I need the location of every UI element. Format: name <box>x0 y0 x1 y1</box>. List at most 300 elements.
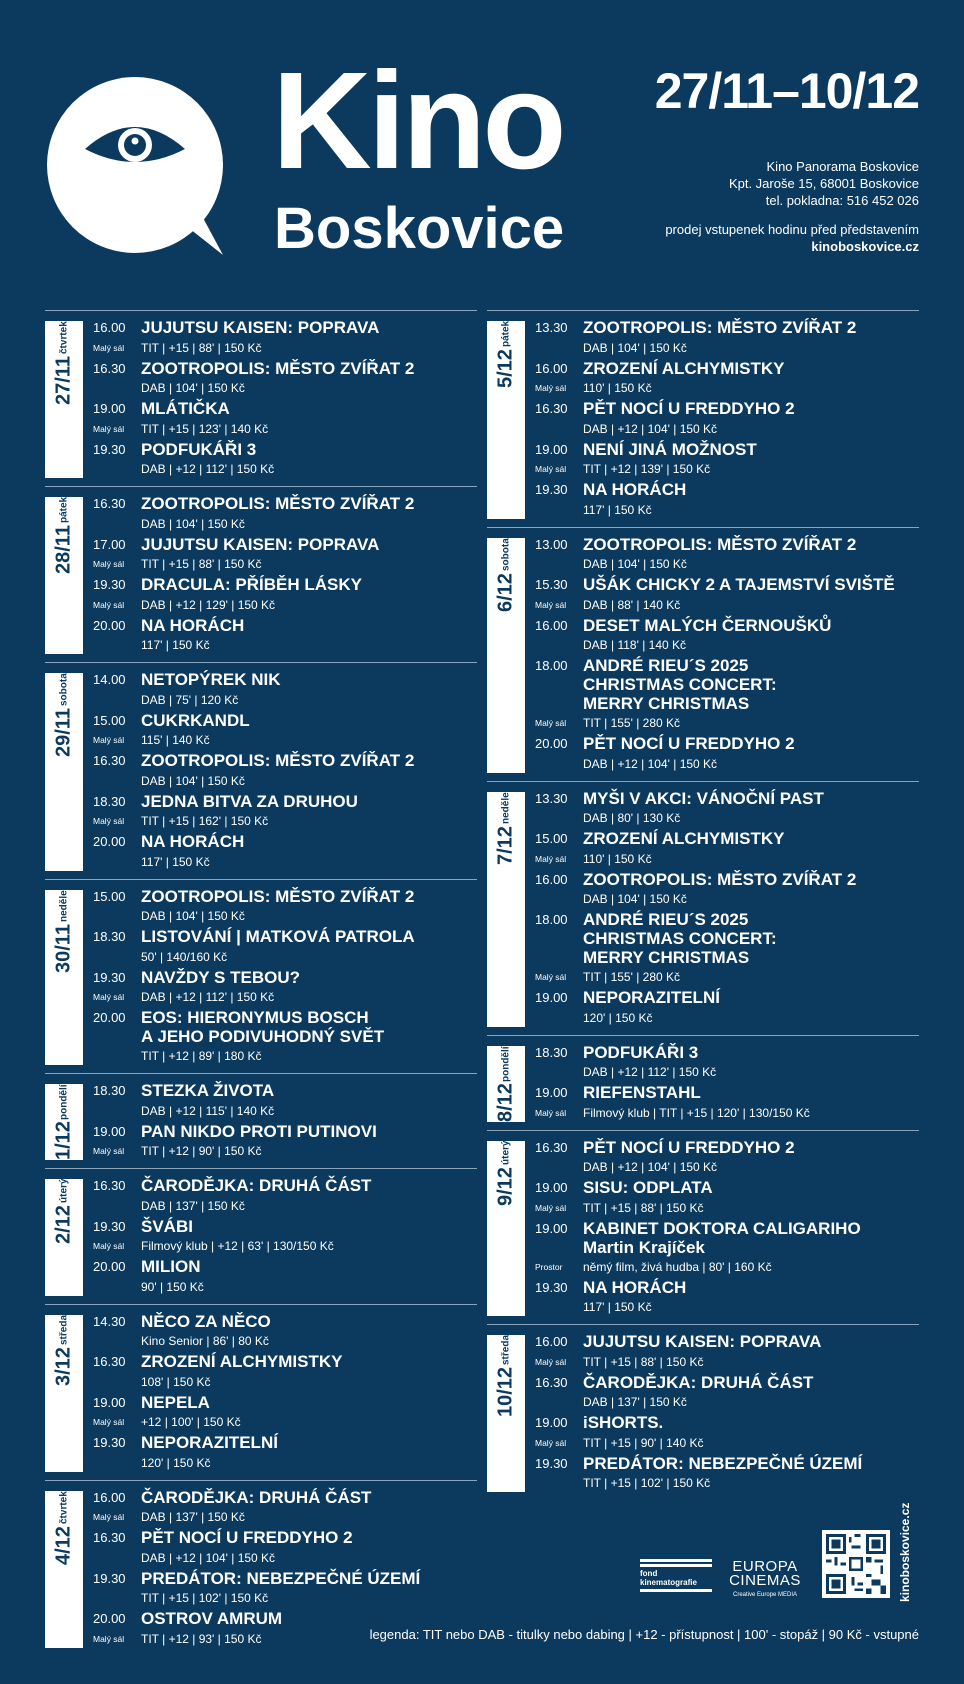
screening-time: 16.30 <box>535 401 568 416</box>
screening-row[interactable] <box>93 1122 477 1163</box>
screening-row[interactable] <box>535 988 919 1029</box>
film-title[interactable]: NENÍ JINÁ MOŽNOST <box>583 439 757 459</box>
screening-time: 16.00 <box>93 1489 126 1505</box>
film-title[interactable]: CUKRKANDL <box>141 710 250 730</box>
film-title[interactable]: PREDÁTOR: NEBEZPEČNÉ ÚZEMÍ <box>141 1568 421 1588</box>
screening-time: 16.30 <box>93 1530 126 1545</box>
film-details: TIT | +12 | 93' | 150 Kč <box>141 1631 262 1646</box>
screening-row[interactable] <box>535 575 919 616</box>
screening-time: 19.00 <box>93 1123 126 1139</box>
film-title[interactable]: ZOOTROPOLIS: MĚSTO ZVÍŘAT 2 <box>141 751 415 770</box>
screening-row[interactable] <box>93 1569 477 1610</box>
day-date: 27/11 <box>52 355 75 405</box>
screening-time: 17.00 <box>93 536 126 552</box>
film-details: TIT | 155' | 280 Kč <box>583 716 681 730</box>
screening-row[interactable] <box>93 1352 477 1393</box>
day-label <box>47 321 81 441</box>
film-title[interactable]: UŠÁK CHICKY 2 A TAJEMSTVÍ SVIŠTĚ <box>583 575 895 594</box>
film-details: TIT | +15 | 123' | 140 Kč <box>141 421 269 436</box>
vertical-website: kinoboskovice.cz <box>898 1502 912 1602</box>
day-weekday: neděle <box>58 889 70 922</box>
screening-hall: Malý sál <box>535 1202 567 1213</box>
film-title[interactable]: ZOOTROPOLIS: MĚSTO ZVÍŘAT 2 <box>141 358 415 378</box>
screening-time: 18.30 <box>93 929 126 944</box>
venue-info <box>665 158 919 255</box>
screening-time: 19.00 <box>535 1085 568 1100</box>
film-title[interactable]: NETOPÝREK NIK <box>141 670 281 689</box>
screening-time: 18.00 <box>535 658 568 673</box>
screening-row[interactable] <box>535 359 919 400</box>
day-weekday: středa <box>58 1314 70 1345</box>
day-date: 5/12 <box>494 349 517 389</box>
film-details: DAB | +12 | 104' | 150 Kč <box>583 1160 718 1174</box>
film-title[interactable]: ANDRÉ RIEU´S 2025 CHRISTMAS CONCERT: MERRY CHRISTMAS <box>583 910 777 967</box>
day-label <box>47 1179 81 1299</box>
film-details: 117' | 150 Kč <box>141 854 210 869</box>
film-details: 117' | 150 Kč <box>583 1300 652 1314</box>
film-title[interactable]: NEPORAZITELNÍ <box>583 988 720 1007</box>
day-block <box>487 527 919 781</box>
film-details: DAB | 137' | 150 Kč <box>583 1395 687 1409</box>
day-block <box>487 310 919 527</box>
film-details: TIT | +15 | 88' | 150 Kč <box>141 340 262 355</box>
film-title[interactable]: SISU: ODPLATA <box>583 1178 713 1197</box>
film-title[interactable]: ČARODĚJKA: DRUHÁ ČÁST <box>583 1372 814 1392</box>
screening-row[interactable] <box>535 399 919 440</box>
screening-time: 20.00 <box>93 617 126 633</box>
screening-time: 18.00 <box>535 912 568 927</box>
film-details: DAB | +12 | 112' | 150 Kč <box>141 990 275 1004</box>
film-details: DAB | 104' | 150 Kč <box>141 909 245 923</box>
screening-time: 15.30 <box>535 577 568 592</box>
film-details: 108' | 150 Kč <box>141 1374 211 1389</box>
screening-row[interactable] <box>93 1393 477 1434</box>
film-title[interactable]: PĚT NOCÍ U FREDDYHO 2 <box>141 1528 353 1547</box>
screening-row[interactable] <box>93 575 477 616</box>
day-date: 8/12 <box>494 1083 517 1122</box>
film-details: 115' | 140 Kč <box>141 733 210 747</box>
screening-time: 19.30 <box>535 1455 568 1471</box>
day-block <box>45 1304 477 1480</box>
schedule-column-right <box>487 310 919 1500</box>
day-weekday: pátek <box>58 497 70 524</box>
screening-row[interactable] <box>93 1008 477 1067</box>
film-title[interactable]: MILION <box>141 1257 201 1276</box>
film-title[interactable]: DESET MALÝCH ČERNOUŠKŮ <box>583 615 832 635</box>
day-weekday: sobota <box>58 673 70 706</box>
screening-hall: Malý sál <box>535 718 567 728</box>
screening-row[interactable] <box>93 670 477 711</box>
screening-row[interactable] <box>93 535 477 576</box>
film-title[interactable]: STEZKA ŽIVOTA <box>141 1081 275 1100</box>
day-label-bar <box>45 1491 83 1648</box>
screening-row[interactable] <box>535 789 919 830</box>
film-details: DAB | 104' | 150 Kč <box>141 381 245 395</box>
screening-row[interactable] <box>535 1178 919 1219</box>
film-title[interactable]: PODFUKÁŘI 3 <box>141 439 257 459</box>
film-details: 117' | 150 Kč <box>141 638 210 652</box>
film-title[interactable]: PĚT NOCÍ U FREDDYHO 2 <box>583 1137 795 1157</box>
film-title[interactable]: MYŠI V AKCI: VÁNOČNÍ PAST <box>583 788 824 808</box>
screening-hall: Malý sál <box>535 972 567 982</box>
film-details: TIT | +12 | 89' | 180 Kč <box>141 1049 262 1063</box>
film-title[interactable]: PĚT NOCÍ U FREDDYHO 2 <box>583 399 795 418</box>
film-details: 110' | 150 Kč <box>583 851 652 866</box>
screening-hall: Malý sál <box>93 1146 125 1156</box>
screening-time: 16.00 <box>535 617 568 633</box>
film-title[interactable]: ZOOTROPOLIS: MĚSTO ZVÍŘAT 2 <box>583 869 857 889</box>
day-block <box>45 1168 477 1304</box>
film-title[interactable]: NĚCO ZA NĚCO <box>141 1311 271 1331</box>
film-title[interactable]: ZROZENÍ ALCHYMISTKY <box>583 358 785 378</box>
film-details: DAB | 104' | 150 Kč <box>583 557 687 571</box>
film-title[interactable]: NEPORAZITELNÍ <box>141 1433 278 1452</box>
film-title[interactable]: LISTOVÁNÍ | MATKOVÁ PATROLA <box>141 927 415 946</box>
day-date: 4/12 <box>52 1525 75 1565</box>
europa-cinemas-logo <box>722 1560 808 1602</box>
screening-time: 16.30 <box>93 360 126 376</box>
film-details: němý film, živá hudba | 80' | 160 Kč <box>583 1259 772 1274</box>
screening-time: 15.00 <box>535 831 568 846</box>
screening-row[interactable] <box>535 1332 919 1373</box>
day-date: 3/12 <box>52 1346 75 1386</box>
day-date: 6/12 <box>494 572 517 612</box>
day-label-bar <box>487 1335 525 1492</box>
film-details: TIT | +15 | 102' | 150 Kč <box>141 1591 269 1605</box>
screening-time: 19.30 <box>93 1570 126 1586</box>
day-date: 1/12 <box>52 1121 75 1161</box>
film-title[interactable]: iSHORTS. <box>583 1413 664 1432</box>
film-title[interactable]: DRACULA: PŘÍBĚH LÁSKY <box>141 575 362 594</box>
day-label-bar <box>487 792 525 1027</box>
film-details: DAB | +12 | 112' | 150 Kč <box>141 462 275 476</box>
screening-row[interactable] <box>535 1278 919 1319</box>
film-details: 110' | 150 Kč <box>583 381 652 395</box>
day-label <box>47 497 81 617</box>
screening-hall: Malý sál <box>535 464 567 474</box>
film-details: TIT | +12 | 139' | 150 Kč <box>583 462 711 476</box>
day-block <box>487 1324 919 1500</box>
film-details: TIT | +15 | 90' | 140 Kč <box>583 1435 704 1450</box>
screening-row[interactable] <box>535 1043 919 1084</box>
screening-row[interactable] <box>535 535 919 576</box>
film-details: TIT | +12 | 90' | 150 Kč <box>141 1144 262 1158</box>
film-title[interactable]: PODFUKÁŘI 3 <box>583 1042 699 1062</box>
day-weekday: pátek <box>500 321 512 348</box>
ticket-sale-note: prodej vstupenek hodinu před představením <box>665 222 919 237</box>
screening-hall: Malý sál <box>535 853 567 864</box>
screening-time: 16.00 <box>535 1334 568 1349</box>
day-label-bar <box>45 497 83 654</box>
screening-time: 16.30 <box>93 1178 126 1193</box>
day-label-bar <box>45 890 83 1066</box>
screening-time: 13.30 <box>535 790 568 806</box>
film-title[interactable]: ČARODĚJKA: DRUHÁ ČÁST <box>141 1487 372 1507</box>
film-title[interactable]: NA HORÁCH <box>583 480 687 499</box>
screening-row[interactable] <box>93 887 477 928</box>
screening-row[interactable] <box>93 494 477 535</box>
day-label-bar <box>487 321 525 519</box>
screening-time: 16.30 <box>535 1139 568 1155</box>
screening-time: 19.30 <box>93 1435 126 1450</box>
screening-time: 16.30 <box>93 1354 126 1369</box>
screening-time: 16.30 <box>93 496 126 511</box>
screening-time: 19.00 <box>535 1180 568 1195</box>
film-details: DAB | 104' | 150 Kč <box>583 340 687 355</box>
screening-row[interactable] <box>535 616 919 657</box>
screening-time: 19.30 <box>93 577 126 592</box>
film-details: TIT | +15 | 162' | 150 Kč <box>141 814 269 828</box>
film-title[interactable]: ZOOTROPOLIS: MĚSTO ZVÍŘAT 2 <box>583 318 857 337</box>
screening-time: 18.30 <box>93 793 126 809</box>
day-label-bar <box>487 1141 525 1317</box>
screening-hall: Malý sál <box>93 1241 125 1251</box>
screening-row[interactable] <box>93 1488 477 1529</box>
screening-time: 19.00 <box>535 441 568 457</box>
day-label-bar <box>45 673 83 871</box>
film-details: DAB | 104' | 150 Kč <box>583 892 687 906</box>
day-date: 28/11 <box>52 525 75 575</box>
screening-row[interactable] <box>93 832 477 873</box>
film-title[interactable]: PREDÁTOR: NEBEZPEČNÉ ÚZEMÍ <box>583 1453 863 1473</box>
day-label-bar <box>45 1315 83 1472</box>
screening-row[interactable] <box>93 1312 477 1353</box>
day-block <box>45 662 477 879</box>
fond-logo-text: fond kinematografie <box>640 1569 697 1587</box>
screening-time: 19.30 <box>535 1279 568 1295</box>
film-title[interactable]: JUJUTSU KAISEN: POPRAVA <box>141 534 380 554</box>
film-details: DAB | 88' | 140 Kč <box>583 597 681 612</box>
day-block <box>487 781 919 1035</box>
venue-name: Kino Panorama Boskovice <box>766 159 919 174</box>
film-title[interactable]: JUJUTSU KAISEN: POPRAVA <box>141 318 380 337</box>
day-label-bar <box>45 321 83 478</box>
screening-row[interactable] <box>535 910 919 988</box>
day-label <box>489 1141 523 1261</box>
screening-row[interactable] <box>93 927 477 968</box>
screening-row[interactable] <box>535 1083 919 1124</box>
screening-row[interactable] <box>93 1176 477 1217</box>
film-details: DAB | 104' | 150 Kč <box>141 516 245 531</box>
screening-row[interactable] <box>535 829 919 870</box>
screening-row[interactable] <box>535 1219 919 1278</box>
day-label <box>47 1491 81 1611</box>
screening-hall: Malý sál <box>93 992 125 1002</box>
film-title[interactable]: ZOOTROPOLIS: MĚSTO ZVÍŘAT 2 <box>141 886 415 906</box>
screening-row[interactable] <box>93 359 477 400</box>
film-details: TIT | +15 | 88' | 150 Kč <box>583 1354 704 1369</box>
screening-time: 15.00 <box>93 712 126 728</box>
day-weekday: sobota <box>500 537 512 571</box>
film-details: DAB | +12 | 104' | 150 Kč <box>583 421 718 436</box>
screening-time: 19.30 <box>93 1218 126 1234</box>
screening-hall: Malý sál <box>93 559 125 569</box>
screening-hall: Malý sál <box>93 1512 125 1522</box>
program-date-range: 27/11–10/12 <box>654 63 919 119</box>
day-block <box>45 486 477 662</box>
film-title[interactable]: OSTROV AMRUM <box>141 1609 283 1628</box>
screening-time: 16.30 <box>535 1374 568 1390</box>
film-title[interactable]: NA HORÁCH <box>141 615 245 635</box>
film-title[interactable]: ZROZENÍ ALCHYMISTKY <box>583 829 785 848</box>
film-title[interactable]: NA HORÁCH <box>141 832 245 851</box>
film-title[interactable]: RIEFENSTAHL <box>583 1083 701 1102</box>
film-details: Filmový klub | TIT | +15 | 120' | 130/150 Kč <box>583 1105 810 1120</box>
screening-hall: Malý sál <box>93 1633 125 1644</box>
film-details: TIT | +15 | 88' | 150 Kč <box>141 557 262 571</box>
day-label-bar <box>487 1046 525 1122</box>
screening-hall: Malý sál <box>535 599 567 610</box>
day-block <box>45 879 477 1074</box>
screening-time: 13.00 <box>535 536 568 552</box>
screening-row[interactable] <box>93 1217 477 1258</box>
film-details: 120' | 150 Kč <box>583 1010 653 1025</box>
day-block <box>487 1035 919 1130</box>
screening-row[interactable] <box>93 751 477 792</box>
day-date: 2/12 <box>52 1205 75 1245</box>
screening-row[interactable] <box>535 1454 919 1495</box>
screening-row[interactable] <box>93 792 477 833</box>
brand-city: Boskovice <box>274 196 565 261</box>
eye-speech-bubble-logo-icon <box>45 75 230 260</box>
screening-hall: Malý sál <box>93 423 125 434</box>
film-details: 90' | 150 Kč <box>141 1279 204 1294</box>
screening-time: 18.30 <box>535 1044 568 1060</box>
screening-row[interactable] <box>93 318 477 359</box>
film-details: TIT | 155' | 280 Kč <box>583 970 681 984</box>
film-details: DAB | +12 | 112' | 150 Kč <box>583 1065 717 1079</box>
screening-time: 19.00 <box>93 1394 126 1410</box>
screening-time: 19.30 <box>93 441 126 457</box>
screening-row[interactable] <box>93 1081 477 1122</box>
day-date: 9/12 <box>494 1166 517 1206</box>
film-details: DAB | +12 | 104' | 150 Kč <box>583 756 718 771</box>
film-title[interactable]: NA HORÁCH <box>583 1277 687 1297</box>
screening-time: 19.00 <box>93 401 126 416</box>
day-weekday: pondělí <box>58 1084 70 1120</box>
film-title[interactable]: ZOOTROPOLIS: MĚSTO ZVÍŘAT 2 <box>141 494 415 513</box>
europa-logo-sub: Creative Europe MEDIA <box>732 1592 798 1598</box>
screening-row[interactable] <box>535 1138 919 1179</box>
screening-time: 19.30 <box>535 482 568 497</box>
screening-time: 19.00 <box>535 1220 568 1236</box>
screening-time: 16.00 <box>535 360 568 376</box>
venue-address: Kpt. Jaroše 15, 68001 Boskovice <box>728 176 919 191</box>
day-date: 10/12 <box>494 1367 517 1418</box>
screening-row[interactable] <box>535 318 919 359</box>
day-label <box>489 538 523 658</box>
screening-hall: Malý sál <box>93 599 125 610</box>
screening-row[interactable] <box>535 480 919 521</box>
screening-hall: Malý sál <box>93 816 125 826</box>
screening-row[interactable] <box>535 1373 919 1414</box>
film-details: Filmový klub | +12 | 63' | 130/150 Kč <box>141 1239 334 1253</box>
film-title[interactable]: JEDNA BITVA ZA DRUHOU <box>141 791 358 811</box>
screening-hall: Malý sál <box>535 1356 567 1367</box>
screening-time: 20.00 <box>535 736 568 751</box>
screening-row[interactable] <box>93 1257 477 1298</box>
day-label <box>489 792 523 912</box>
film-details: Kino Senior | 86' | 80 Kč <box>141 1334 269 1348</box>
screening-hall: Malý sál <box>535 1437 567 1448</box>
screening-time: 15.00 <box>93 888 126 904</box>
day-block <box>45 1073 477 1168</box>
day-label-bar <box>45 1084 83 1160</box>
screening-row[interactable] <box>535 1413 919 1454</box>
europa-logo-text: EUROPA CINEMAS <box>729 1558 801 1589</box>
website-link[interactable]: kinoboskovice.cz <box>811 239 919 254</box>
day-weekday: čtvrtek <box>58 321 70 354</box>
film-title[interactable]: ČARODĚJKA: DRUHÁ ČÁST <box>141 1176 372 1195</box>
screening-hall: Malý sál <box>93 342 125 353</box>
screening-time: 18.30 <box>93 1083 126 1098</box>
film-title[interactable]: ŠVÁBI <box>141 1216 193 1236</box>
screening-time: 16.30 <box>93 753 126 768</box>
qr-code-icon[interactable] <box>822 1530 890 1598</box>
screening-row[interactable] <box>93 440 477 481</box>
film-title[interactable]: ANDRÉ RIEU´S 2025 CHRISTMAS CONCERT: MERRY CHRISTMAS <box>583 656 777 713</box>
film-details: DAB | 104' | 150 Kč <box>141 773 245 788</box>
film-details: DAB | +12 | 104' | 150 Kč <box>141 1550 276 1565</box>
day-block <box>487 1130 919 1325</box>
film-title[interactable]: ZOOTROPOLIS: MĚSTO ZVÍŘAT 2 <box>583 534 857 554</box>
screening-time: 19.00 <box>535 990 568 1005</box>
day-weekday: úterý <box>500 1140 512 1165</box>
screening-time: 14.30 <box>93 1313 126 1329</box>
schedule-column-left <box>45 310 477 1656</box>
film-details: DAB | +12 | 129' | 150 Kč <box>141 597 276 612</box>
film-details: DAB | 137' | 150 Kč <box>141 1198 245 1213</box>
screening-time: 19.30 <box>93 969 126 985</box>
screening-time: 20.00 <box>93 1259 126 1274</box>
screening-time: 16.00 <box>535 871 568 887</box>
screening-time: 20.00 <box>93 834 126 849</box>
screening-row[interactable] <box>93 399 477 440</box>
legend: legenda: TIT nebo DAB - titulky nebo dabing | +12 - přístupnost | 100' - stopáž | 90 Kč - vstupné <box>369 1627 919 1642</box>
screening-row[interactable] <box>535 734 919 775</box>
screening-row[interactable] <box>93 616 477 657</box>
film-details: 120' | 150 Kč <box>141 1455 211 1470</box>
venue-phone: tel. pokladna: 516 452 026 <box>765 193 919 208</box>
day-weekday: neděle <box>500 791 512 824</box>
film-title[interactable]: MLÁTIČKA <box>141 399 230 418</box>
screening-row[interactable] <box>93 968 477 1009</box>
film-details: DAB | 80' | 130 Kč <box>583 811 681 825</box>
screening-hall: Malý sál <box>93 1417 125 1427</box>
screening-row[interactable] <box>93 711 477 752</box>
screening-row[interactable] <box>535 440 919 481</box>
screening-row[interactable] <box>93 1433 477 1474</box>
screening-row[interactable] <box>535 656 919 734</box>
film-title[interactable]: NAVŽDY S TEBOU? <box>141 967 300 987</box>
screening-row[interactable] <box>535 870 919 911</box>
screening-hall: Malý sál <box>535 383 567 393</box>
film-details: 117' | 150 Kč <box>583 502 652 517</box>
film-title[interactable]: PĚT NOCÍ U FREDDYHO 2 <box>583 734 795 753</box>
day-label <box>47 890 81 1010</box>
film-details: 50' | 140/160 Kč <box>141 949 228 964</box>
day-label <box>47 1315 81 1435</box>
film-title[interactable]: ZROZENÍ ALCHYMISTKY <box>141 1352 343 1371</box>
film-title[interactable]: EOS: HIERONYMUS BOSCH A JEHO PODIVUHODNÝ SVĚT <box>141 1008 385 1046</box>
screening-row[interactable] <box>93 1528 477 1569</box>
film-details: DAB | 118' | 140 Kč <box>583 638 687 652</box>
day-block <box>45 310 477 486</box>
film-title[interactable]: KABINET DOKTORA CALIGARIHO Martin Krajíček <box>583 1218 861 1257</box>
film-title[interactable]: JUJUTSU KAISEN: POPRAVA <box>583 1332 822 1351</box>
film-title[interactable]: PAN NIKDO PROTI PUTINOVI <box>141 1121 377 1141</box>
film-title[interactable]: NEPELA <box>141 1392 210 1412</box>
